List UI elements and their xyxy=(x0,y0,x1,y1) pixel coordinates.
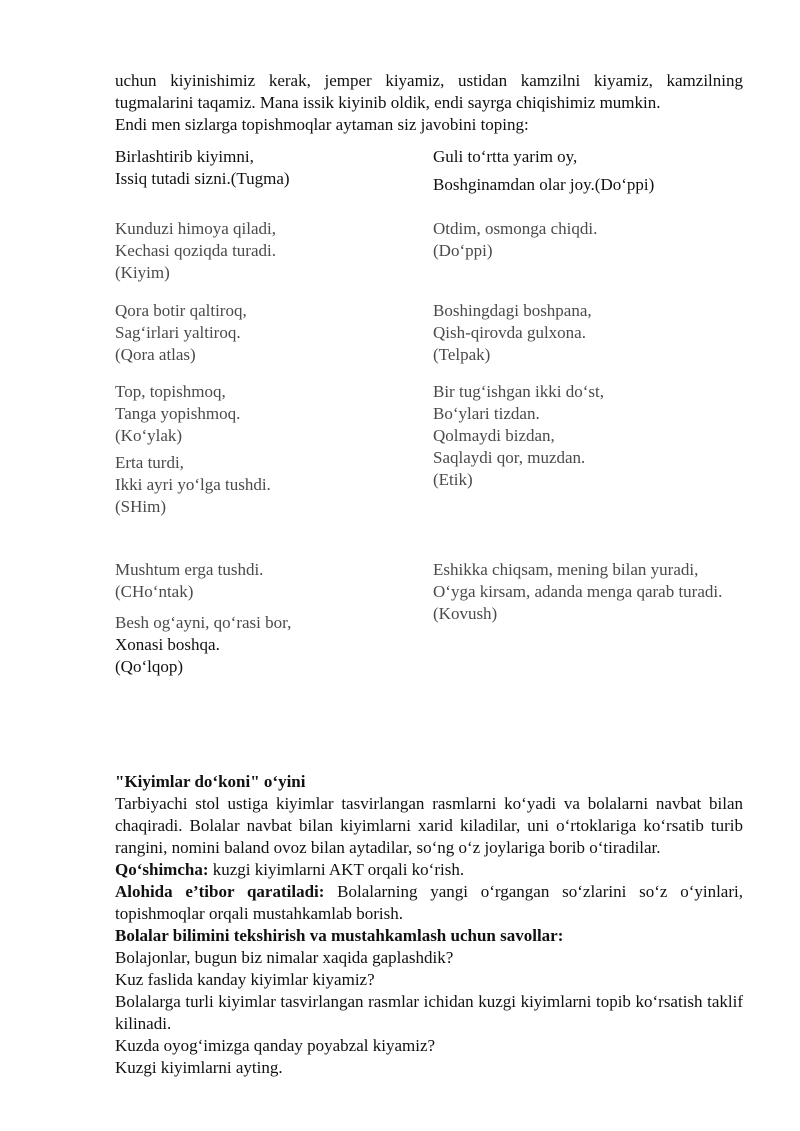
riddle-line: Issiq tutadi sizni.(Tugma) xyxy=(115,169,290,188)
riddle-line: Bir tug‘ishgan ikki do‘st, xyxy=(433,382,604,401)
attention-text: Bolalarning yangi o‘rgangan so‘zlarini so‘z o‘yinlari, topishmoqlar orqali mustahkamlab borish. xyxy=(115,882,743,923)
riddle-line: Sag‘irlari yaltiroq. xyxy=(115,323,241,342)
game-section xyxy=(115,771,743,1079)
extra-note xyxy=(115,859,743,881)
riddle-line: Xonasi boshqa. xyxy=(115,635,220,654)
riddle-kovush xyxy=(433,559,733,625)
riddle-line: Saqlaydi qor, muzdan. xyxy=(433,448,586,467)
question-item: Kuzgi kiyimlarni ayting. xyxy=(115,1058,283,1077)
riddle-qolqop xyxy=(115,612,291,678)
riddle-line: Bo‘ylari tizdan. xyxy=(433,404,540,423)
document-page xyxy=(115,70,743,1079)
question-item: Bolalarga turli kiyimlar tasvirlangan rasmlar ichidan kuzgi kiyimlarni topib ko‘rsatish taklif kilinadi. xyxy=(115,992,743,1033)
riddle-chontak xyxy=(115,559,263,603)
riddle-shim xyxy=(115,452,271,518)
intro-paragraph: uchun kiyinishimiz kerak, jemper kiyamiz, ustidan kamzilni kiyamiz, kamzilning tugmalarini taqamiz. Mana issik kiyinib oldik, endi sayrga chiqishimiz mumkin. xyxy=(115,71,743,112)
riddle-answer: (Kovush) xyxy=(433,604,498,623)
riddle-etik xyxy=(433,381,604,491)
riddle-line: Birlashtirib kiyimni, xyxy=(115,147,254,166)
riddle-line: Besh og‘ayni, qo‘rasi bor, xyxy=(115,613,292,632)
riddle-tugma xyxy=(115,146,290,190)
riddle-line: Mushtum erga tushdi. xyxy=(115,560,264,579)
game-title: "Kiyimlar do‘koni" o‘yini xyxy=(115,772,306,791)
riddle-line: O‘yga kirsam, adanda menga qarab turadi. xyxy=(433,582,723,601)
riddle-line: Kechasi qoziqda turadi. xyxy=(115,241,276,260)
riddle-doppi-1 xyxy=(433,146,654,196)
riddle-line: Qolmaydi bizdan, xyxy=(433,426,555,445)
riddle-telpak xyxy=(433,300,592,366)
riddle-line: Boshingdagi boshpana, xyxy=(433,301,592,320)
question-item: Kuz faslida kanday kiyimlar kiyamiz? xyxy=(115,970,375,989)
riddle-koylak xyxy=(115,381,240,447)
riddle-line: Erta turdi, xyxy=(115,453,184,472)
extra-text: kuzgi kiyimlarni AKT orqali ko‘rish. xyxy=(208,860,465,879)
riddles-grid xyxy=(115,146,743,761)
riddle-line: Eshikka chiqsam, mening bilan yuradi, xyxy=(433,560,699,579)
riddle-line: Kunduzi himoya qiladi, xyxy=(115,219,277,238)
riddle-answer: (Do‘ppi) xyxy=(433,241,493,260)
riddle-line: Qish-qirovda gulxona. xyxy=(433,323,586,342)
questions-title: Bolalar bilimini tekshirish va mustahkamlash uchun savollar: xyxy=(115,926,564,945)
extra-label: Qo‘shimcha: xyxy=(115,860,209,879)
riddle-line: Qora botir qaltiroq, xyxy=(115,301,247,320)
riddle-answer: (Ko‘ylak) xyxy=(115,426,183,445)
attention-label: Alohida e’tibor qaratiladi: xyxy=(115,882,325,901)
riddle-answer: (Qo‘lqop) xyxy=(115,657,183,676)
question-item: Kuzda oyog‘imizga qanday poyabzal kiyamiz? xyxy=(115,1036,436,1055)
riddle-answer: (Telpak) xyxy=(433,345,491,364)
riddle-answer: (Qora atlas) xyxy=(115,345,196,364)
riddle-line: Tanga yopishmoq. xyxy=(115,404,241,423)
riddle-line: Otdim, osmonga chiqdi. xyxy=(433,219,598,238)
riddle-line: Guli to‘rtta yarim oy, xyxy=(433,147,578,166)
riddle-answer: (Kiyim) xyxy=(115,263,170,282)
riddle-answer: (Etik) xyxy=(433,470,473,489)
attention-note xyxy=(115,881,743,925)
riddle-answer: (SHim) xyxy=(115,497,166,516)
riddle-kiyim xyxy=(115,218,276,284)
intro-riddle-prompt: Endi men sizlarga topishmoqlar aytaman siz javobini toping: xyxy=(115,115,529,134)
question-item: Bolajonlar, bugun biz nimalar xaqida gaplashdik? xyxy=(115,948,454,967)
riddle-doppi-2 xyxy=(433,218,597,262)
riddle-line: Boshginamdan olar joy.(Do‘ppi) xyxy=(433,175,655,194)
riddle-answer: (CHo‘ntak) xyxy=(115,582,194,601)
riddle-line: Ikki ayri yo‘lga tushdi. xyxy=(115,475,271,494)
game-description: Tarbiyachi stol ustiga kiyimlar tasvirlangan rasmlarni ko‘yadi va bolalarni navbat bilan chaqiradi. Bolalar navbat bilan kiyimlarni xarid kiladilar, uni o‘rtoklariga ko‘rsatib turib rangini, nomini baland ovoz bilan aytadilar, so‘ng o‘z joylariga borib o‘tiradilar. xyxy=(115,794,743,857)
riddle-qora-atlas xyxy=(115,300,247,366)
riddle-line: Top, topishmoq, xyxy=(115,382,226,401)
